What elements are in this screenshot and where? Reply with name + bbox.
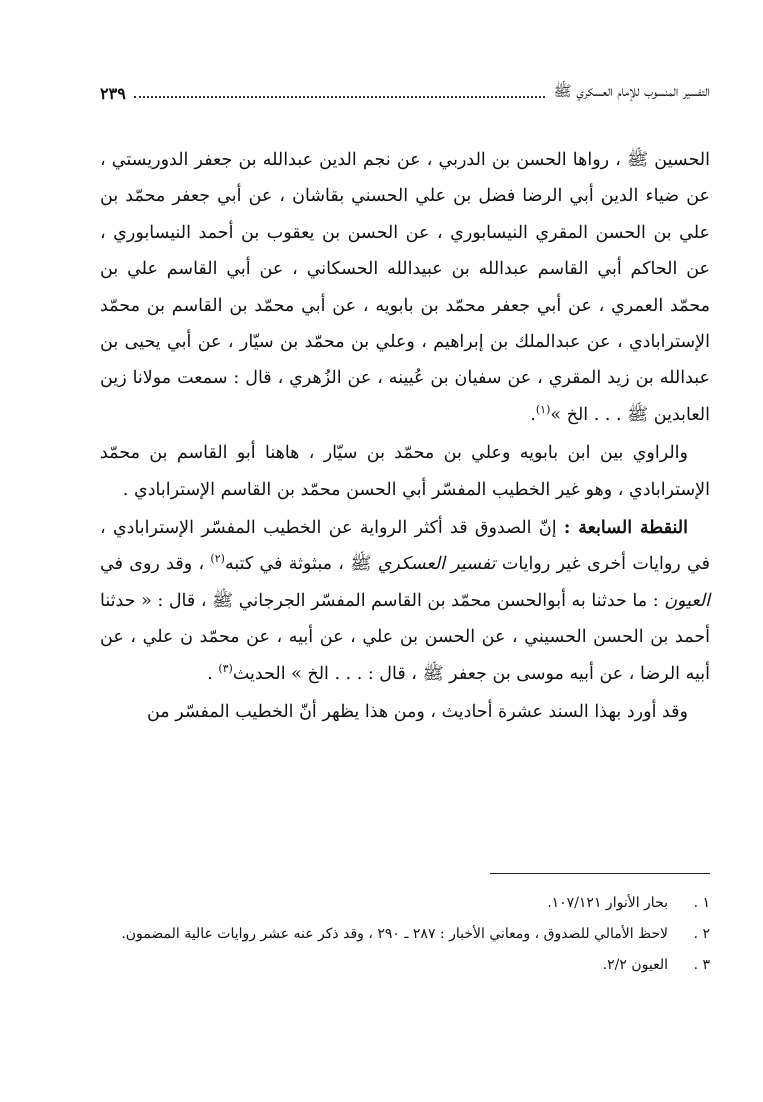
book-title-tafsir: تفسير العسكري	[377, 554, 496, 575]
footnote-ref-2: (٢)	[210, 552, 225, 566]
page-number: ٢٣٩	[100, 83, 126, 103]
paragraph-3-part-a: إنّ الصدوق قد أكثر الرواية عن الخطيب المفسّر الإسترابادي ، في روايات أخرى غير روايات	[100, 518, 711, 575]
paragraph-1-end: .	[530, 404, 536, 425]
section-lead: النقطة السابعة :	[563, 518, 688, 539]
book-page	[100, 0, 710, 1102]
paragraph-2: والراوي بين ابن بابويه وعلي بن محمّد بن سيّار ، هاهنا أبو القاسم بن محمّد الإسترابادي ، وهو غير الخطيب المفسّر أبي الحسن محمّد بن القاسم الإسترابادي .	[100, 443, 710, 500]
paragraph-3-part-c: ، وقد روى في	[100, 554, 211, 575]
paragraph-1-text: الحسين ﷺ ، رواها الحسن بن الدربي ، عن نجم الدين عبدالله بن جعفر الدوريستي ، عن ضياء الدين أبي الرضا فضل بن علي الحسني بقاشان ، عن أبي جعفر محمّد بن علي بن الحسن المقري النيسابوري ، عن الحسن بن يعقوب بن أحمد النيسابوري ، عن الحاكم أبي القاسم عبدالله بن عبيدالله الحسكاني ، عن أبي القاسم علي بن محمّد العمري ، عن أبي جعفر محمّد بن بابويه ، عن أبي محمّد بن القاسم بن محمّد الإسترابادي ، عن عبدالملك بن إبراهيم ، وعلي بن محمّد بن سيّار ، عن أبي يحيى بن عبدالله بن زيد المقري ، عن سفيان بن عُيينه ، عن الزُهري ، قال : سمعت مولانا زين العابدين ﷺ . . . الخ »	[100, 150, 710, 425]
paragraph-4: وقد أورد بهذا السند عشرة أحاديث ، ومن هذا يظهر أنّ الخطيب المفسّر من	[146, 702, 688, 723]
footnote-number: ٣ .	[693, 957, 710, 973]
footnotes	[100, 888, 710, 981]
footnote-number: ١ .	[693, 895, 710, 911]
paragraph-3	[100, 510, 710, 692]
paragraph-3-end: .	[207, 663, 219, 684]
main-text	[100, 142, 710, 731]
footnote-ref-3: (٣)	[218, 661, 233, 675]
paragraph-3-part-b: ﷺ ، مبثوثة في كتبه	[224, 554, 378, 575]
footnote-text: العيون ٢/٢.	[602, 957, 668, 973]
header-dot-leader	[134, 96, 546, 98]
footnote-separator	[490, 873, 710, 874]
paragraph-1	[100, 142, 710, 433]
running-header	[100, 80, 710, 106]
footnote-ref-1: (١)	[535, 403, 551, 417]
paragraph-3-part-d: : ما حدثنا به أبوالحسن محمّد بن القاسم المفسّر الجرجاني ﷺ ، قال : « حدثنا أحمد بن الحسن الحسيني ، عن الحسن بن علي ، عن أبيه ، عن محمّد ن علي ، عن أبيه الرضا ، عن أبيه موسى بن جعفر ﷺ ، قال : . . . الخ » الحديث	[100, 590, 710, 684]
footnote-3	[100, 950, 710, 981]
footnote-text: بحار الأنوار ١٠٧/١٢١.	[547, 895, 668, 911]
book-title-uyun: العيون	[664, 590, 710, 611]
footnote-2	[100, 919, 710, 950]
footnote-number: ٢ .	[693, 926, 710, 942]
footnote-text: لاحظ الأمالي للصدوق ، ومعاني الأخبار : ٢٨٧ ـ ٢٩٠ ، وقد ذكر عنه عشر روايات عالية المضمون.	[121, 926, 668, 942]
running-header-title: التفسير المنسوب للإمام العسكري ﷺ	[553, 82, 710, 100]
footnote-1	[100, 888, 710, 919]
